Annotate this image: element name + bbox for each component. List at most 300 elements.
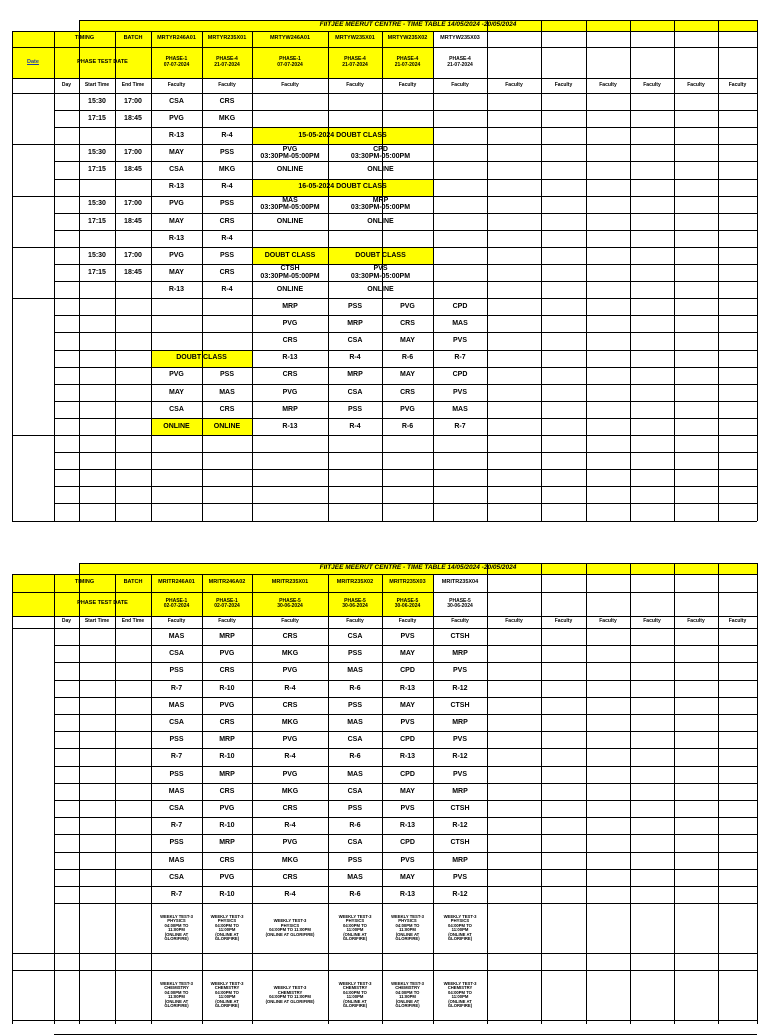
faculty-cell: MAS — [168, 856, 185, 864]
batch-code: MRTYW235X01 — [335, 35, 375, 42]
faculty-cell: CTSH — [450, 701, 470, 709]
phase-date: PHASE-1 07-07-2024 — [277, 56, 303, 68]
faculty-header: Faculty — [687, 618, 705, 625]
day-header: Day — [61, 81, 72, 88]
faculty-header: Faculty — [451, 618, 469, 625]
faculty-cell: R-4 — [221, 132, 233, 140]
faculty-cell: MRP — [452, 787, 468, 795]
faculty-cell: MKG — [218, 166, 236, 174]
faculty-cell: MAY — [400, 371, 415, 379]
faculty-cell: CSA — [347, 787, 363, 795]
grid-line — [12, 78, 757, 79]
end-time: 17:00 — [124, 251, 142, 259]
faculty-cell: MKG — [218, 114, 236, 122]
grid-line — [12, 616, 757, 617]
faculty-cell: PVG — [282, 770, 298, 778]
grid-line — [12, 47, 757, 48]
faculty-cell: CRS — [219, 718, 235, 726]
weekly-test-cell: WEEKLY TEST-3 PHYSICS 04:00PM TO 11:00PM (ONLINE AT GLORIFIRE) — [210, 913, 244, 941]
faculty-cell: R-6 — [349, 890, 361, 898]
faculty-cell: PVS — [452, 736, 467, 744]
faculty-cell: PVG — [219, 804, 235, 812]
grid-line — [630, 20, 631, 521]
grid-line — [54, 852, 757, 853]
faculty-cell: CRS — [219, 97, 235, 105]
faculty-header: Faculty — [346, 81, 364, 88]
faculty-cell: PVG — [282, 839, 298, 847]
merged-slot: PVS 03:30PM-05:00PM — [350, 265, 411, 280]
faculty-header: Faculty — [167, 618, 186, 625]
grid-line — [54, 264, 757, 265]
grid-line — [54, 367, 757, 368]
page-title: FIITJEE MEERUT CENTRE - TIME TABLE 14/05/2024 -20/05/2024 — [319, 564, 517, 572]
batch-code: MRTYW235X03 — [440, 35, 480, 42]
grid-line — [674, 20, 675, 521]
phase-test-date-label: PHASE TEST DATE — [77, 58, 128, 65]
merged-slot: ONLINE — [367, 166, 394, 174]
grid-line — [12, 298, 757, 299]
faculty-cell: CSA — [169, 718, 184, 726]
end-time: 17:00 — [124, 97, 142, 105]
faculty-header: Faculty — [505, 81, 523, 88]
grid-line — [328, 574, 329, 1024]
grid-line — [586, 20, 587, 521]
faculty-cell: PSS — [219, 149, 234, 157]
faculty-cell: CRS — [400, 388, 415, 396]
faculty-cell: MRP — [452, 856, 468, 864]
weekly-test-cell: WEEKLY TEST-3 CHEMISTRY 04:00PM TO 11:00PM (ONLINE AT GLORIFIRE) — [160, 980, 193, 1008]
weekly-test-cell: WEEKLY TEST-3 CHEMISTRY 04:00PM TO 11:00PM (ONLINE AT GLORIFIRE) — [338, 980, 372, 1008]
timetable-2 — [12, 563, 757, 1024]
faculty-cell: R-13 — [399, 890, 416, 898]
faculty-cell: PSS — [169, 736, 184, 744]
faculty-cell: CRS — [282, 371, 298, 379]
faculty-cell: PVS — [452, 388, 467, 396]
timing-label: TIMING — [74, 35, 95, 42]
faculty-cell: MRP — [219, 736, 235, 744]
grid-line — [12, 31, 757, 32]
faculty-cell: R-7 — [170, 753, 183, 761]
faculty-cell: R-12 — [452, 684, 468, 692]
faculty-cell: PVS — [400, 718, 415, 726]
faculty-cell: R-10 — [219, 822, 235, 830]
faculty-cell: PVS — [400, 804, 415, 812]
merged-slot: ONLINE — [367, 285, 394, 293]
faculty-cell: R-7 — [170, 890, 183, 898]
grid-line — [54, 748, 757, 749]
weekly-test-cell: WEEKLY TEST-3 CHEMISTRY 04:00PM TO 11:00PM (ONLINE AT GLORIFIRE) — [391, 980, 424, 1008]
grid-line — [115, 31, 116, 521]
grid-line — [12, 521, 757, 522]
grid-line — [54, 834, 757, 835]
grid-line — [12, 31, 13, 521]
grid-line — [54, 783, 757, 784]
merged-slot: ONLINE — [276, 217, 304, 225]
faculty-cell: PVS — [452, 873, 467, 881]
start-time: 17:15 — [88, 217, 106, 225]
faculty-cell: PSS — [169, 839, 184, 847]
grid-line — [54, 127, 757, 128]
grid-line — [151, 574, 152, 1024]
faculty-cell: R-4 — [349, 354, 361, 362]
faculty-cell: MAS — [452, 320, 468, 328]
merged-slot: DOUBT CLASS — [355, 251, 406, 259]
faculty-header: Faculty — [643, 618, 661, 625]
faculty-cell: PVS — [452, 667, 467, 675]
faculty-cell: PVG — [219, 873, 235, 881]
batch-code: MRTYR246A01 — [157, 35, 196, 42]
grid-line — [718, 20, 719, 521]
phase-date: PHASE-5 30-06-2024 — [342, 597, 368, 609]
grid-line — [54, 800, 757, 801]
faculty-cell: PVG — [282, 736, 298, 744]
weekly-test-cell: WEEKLY TEST-3 PHYSICS 04:00PM TO 11:00PM (ONLINE AT GLORIFIRE) — [391, 913, 424, 941]
faculty-cell: MKG — [281, 718, 299, 726]
grid-line — [54, 697, 757, 698]
grid-line — [54, 401, 757, 402]
faculty-cell: CRS — [282, 804, 298, 812]
faculty-cell: R-6 — [349, 684, 361, 692]
page-title: FIITJEE MEERUT CENTRE - TIME TABLE 14/05/2024 -20/05/2024 — [319, 21, 517, 29]
faculty-cell: CRS — [282, 873, 298, 881]
grid-line — [54, 469, 757, 470]
start-time: 15:30 — [88, 97, 106, 105]
grid-line — [757, 563, 758, 1024]
grid-line — [54, 731, 757, 732]
grid-line — [79, 20, 80, 521]
faculty-cell: PVG — [219, 701, 235, 709]
grid-line — [328, 31, 329, 521]
batch-code: MRTYR235X01 — [207, 35, 247, 42]
end-time: 18:45 — [124, 114, 142, 122]
grid-line — [541, 20, 542, 521]
phase-date: PHASE-1 02-07-2024 — [214, 597, 240, 609]
grid-line — [433, 574, 434, 1024]
faculty-cell: CSA — [169, 804, 184, 812]
faculty-cell: PVG — [169, 371, 184, 379]
grid-line — [252, 574, 253, 1024]
batch-label: BATCH — [123, 579, 143, 586]
faculty-cell: CTSH — [450, 804, 470, 812]
grid-line — [630, 563, 631, 1024]
grid-line — [54, 161, 757, 162]
faculty-cell: CPD — [452, 371, 468, 379]
grid-line — [718, 563, 719, 1024]
grid-line — [12, 144, 757, 145]
faculty-cell: CPD — [452, 303, 468, 311]
faculty-cell: PVG — [169, 114, 184, 122]
grid-line — [54, 350, 757, 351]
faculty-header: Faculty — [687, 81, 705, 88]
faculty-cell: MAY — [400, 787, 415, 795]
grid-line — [252, 31, 253, 521]
grid-line — [487, 20, 488, 521]
faculty-cell: CSA — [347, 839, 363, 847]
phase-date: PHASE-4 21-07-2024 — [342, 56, 368, 68]
faculty-cell: R-13 — [399, 684, 416, 692]
grid-line — [757, 20, 758, 521]
batch-code: MRITR246A01 — [158, 579, 195, 586]
grid-line — [79, 563, 757, 564]
grid-line — [54, 680, 757, 681]
faculty-cell: CRS — [219, 667, 235, 675]
faculty-cell: R-10 — [219, 684, 235, 692]
start-time: 17:15 — [88, 166, 106, 174]
timing-label: TIMING — [74, 579, 95, 586]
start-time: 17:15 — [88, 114, 106, 122]
faculty-cell: CPD — [400, 770, 415, 778]
grid-line — [54, 213, 757, 214]
grid-line — [12, 93, 757, 94]
faculty-cell: MAY — [169, 149, 184, 157]
grid-line — [54, 869, 757, 870]
grid-line — [54, 486, 757, 487]
grid-line — [54, 714, 757, 715]
faculty-cell: PSS — [347, 701, 362, 709]
faculty-cell: PVG — [169, 200, 184, 208]
phase-date: PHASE-4 21-07-2024 — [214, 56, 240, 68]
faculty-cell: CSA — [169, 873, 184, 881]
grid-line — [202, 574, 203, 1024]
grid-line — [541, 563, 542, 1024]
faculty-cell: CRS — [282, 701, 298, 709]
start-time: 17:15 — [88, 268, 106, 276]
grid-line — [54, 645, 757, 646]
faculty-cell: PVG — [219, 650, 235, 658]
faculty-cell: R-7 — [170, 684, 183, 692]
phase-test-date-label: PHASE TEST DATE — [77, 600, 128, 607]
faculty-cell: MRP — [219, 839, 235, 847]
faculty-cell: MAS — [219, 388, 235, 396]
faculty-cell: PSS — [219, 200, 234, 208]
merged-slot: CTSH 03:30PM-05:00PM — [260, 265, 320, 280]
faculty-cell: R-13 — [168, 183, 185, 191]
start-time: 15:30 — [88, 200, 106, 208]
faculty-cell: R-6 — [401, 422, 414, 430]
faculty-cell: PSS — [347, 650, 362, 658]
phase-date: PHASE-1 07-07-2024 — [163, 56, 190, 68]
faculty-cell: PSS — [347, 856, 362, 864]
faculty-cell: PSS — [347, 804, 362, 812]
end-time: 17:00 — [124, 149, 142, 157]
grid-line — [54, 31, 55, 521]
faculty-cell: R-4 — [221, 285, 233, 293]
faculty-cell: MAS — [452, 405, 468, 413]
batch-code: MRITR235X01 — [271, 579, 309, 586]
phase-date: PHASE-5 30-06-2024 — [394, 597, 421, 609]
faculty-cell: R-13 — [399, 753, 416, 761]
grid-line — [12, 574, 757, 575]
faculty-cell: MRP — [282, 303, 298, 311]
day-header: Day — [61, 618, 72, 625]
faculty-cell: MAY — [400, 650, 415, 658]
end-time: 18:45 — [124, 217, 142, 225]
grid-line — [54, 315, 757, 316]
faculty-cell: PVG — [169, 251, 184, 259]
phase-date: PHASE-5 30-06-2024 — [447, 597, 473, 609]
faculty-cell: CSA — [347, 632, 363, 640]
faculty-cell: MKG — [281, 856, 299, 864]
faculty-header: Faculty — [599, 618, 617, 625]
faculty-header: Faculty — [218, 81, 236, 88]
faculty-cell: CSA — [169, 166, 184, 174]
grid-line — [115, 574, 116, 1024]
faculty-cell: MAS — [347, 770, 363, 778]
batch-code: MRITR235X03 — [389, 579, 426, 586]
faculty-header: Faculty — [281, 81, 299, 88]
phase-date: PHASE-4 21-07-2024 — [394, 56, 421, 68]
faculty-cell: R-13 — [399, 822, 416, 830]
grid-line — [12, 247, 757, 248]
faculty-cell: MAY — [400, 701, 415, 709]
faculty-cell: PVS — [400, 856, 415, 864]
date-label: Date — [27, 58, 39, 65]
grid-line — [12, 592, 757, 593]
faculty-cell: MAY — [400, 337, 415, 345]
faculty-cell: CPD — [400, 839, 415, 847]
faculty-cell: PVG — [282, 388, 298, 396]
faculty-cell: PVG — [282, 320, 298, 328]
faculty-cell: R-6 — [349, 822, 361, 830]
faculty-cell: CRS — [219, 268, 235, 276]
faculty-cell: R-7 — [454, 422, 466, 430]
faculty-cell: R-4 — [221, 234, 233, 242]
grid-line — [12, 1020, 757, 1021]
faculty-cell: CSA — [169, 650, 184, 658]
faculty-cell: R-13 — [168, 285, 185, 293]
faculty-header: Faculty — [218, 618, 236, 625]
end-time-header: End Time — [121, 81, 145, 88]
faculty-cell: PSS — [169, 667, 184, 675]
faculty-cell: MRP — [282, 405, 298, 413]
faculty-cell: CPD — [400, 736, 415, 744]
weekly-test-cell: WEEKLY TEST-3 PHYSICS 04:00PM TO 11:00PM (ONLINE AT GLORIFIRE) — [338, 913, 372, 941]
faculty-cell: PSS — [347, 303, 362, 311]
faculty-cell: PSS — [169, 770, 184, 778]
merged-slot: ONLINE — [367, 217, 394, 225]
end-time: 18:45 — [124, 268, 142, 276]
weekly-test-cell: WEEKLY TEST-3 CHEMISTRY 04:00PM TO 11:00PM (ONLINE AT GLORIFIRE) — [443, 980, 477, 1008]
end-time-header: End Time — [121, 618, 145, 625]
grid-line — [202, 31, 203, 521]
faculty-cell: MAS — [347, 873, 363, 881]
phase-date: PHASE-4 21-07-2024 — [447, 56, 473, 68]
weekly-test-cell: WEEKLY TEST-3 PHYSICS 04:00PM TO 11:00PM (ONLINE AT GLORIFIRE) — [265, 918, 315, 937]
grid-line — [79, 20, 757, 21]
end-time: 18:45 — [124, 166, 142, 174]
faculty-header: Faculty — [599, 81, 617, 88]
doubt-class-banner: 16-05-2024 DOUBT CLASS — [298, 183, 387, 191]
faculty-cell: MAS — [168, 632, 185, 640]
grid-line — [12, 435, 757, 436]
faculty-cell: ONLINE — [163, 422, 190, 430]
weekly-test-cell: WEEKLY TEST-3 CHEMISTRY 04:00PM TO 11:00PM (ONLINE AT GLORIFIRE) — [265, 985, 315, 1004]
faculty-cell: PVS — [400, 632, 415, 640]
batch-label: BATCH — [123, 35, 143, 42]
faculty-cell: CSA — [347, 388, 363, 396]
grid-line — [54, 332, 757, 333]
faculty-cell: R-4 — [221, 183, 233, 191]
grid-line — [382, 31, 383, 521]
start-time-header: Start Time — [84, 81, 110, 88]
faculty-cell: MAY — [169, 217, 184, 225]
grid-line — [12, 628, 757, 629]
faculty-cell: PVG — [282, 667, 298, 675]
faculty-cell: R-12 — [452, 890, 468, 898]
faculty-header: Faculty — [167, 81, 186, 88]
start-time-header: Start Time — [84, 618, 110, 625]
faculty-cell: MAY — [169, 388, 184, 396]
faculty-cell: MRP — [452, 650, 468, 658]
faculty-cell: MAS — [347, 718, 363, 726]
timetable-1 — [12, 20, 757, 520]
batch-code: MRTYW246A01 — [269, 35, 311, 42]
grid-line — [151, 31, 152, 521]
faculty-cell: R-4 — [284, 684, 296, 692]
grid-line — [54, 503, 757, 504]
grid-line — [12, 196, 757, 197]
faculty-cell: PVS — [452, 770, 467, 778]
merged-slot: DOUBT CLASS — [264, 251, 316, 259]
grid-line — [54, 179, 757, 180]
faculty-header: Faculty — [728, 81, 747, 88]
batch-code: MRITR235X04 — [441, 579, 479, 586]
merged-slot: ONLINE — [276, 285, 304, 293]
faculty-cell: R-12 — [452, 822, 468, 830]
faculty-cell: ONLINE — [213, 422, 241, 430]
merged-slot: PVG 03:30PM-05:00PM — [260, 145, 320, 160]
faculty-cell: MRP — [219, 632, 235, 640]
grid-line — [54, 662, 757, 663]
faculty-cell: CRS — [219, 405, 235, 413]
faculty-cell: MAS — [168, 787, 185, 795]
faculty-cell: MKG — [281, 650, 299, 658]
faculty-cell: MRP — [219, 770, 235, 778]
grid-line — [54, 766, 757, 767]
grid-line — [54, 886, 757, 887]
grid-line — [12, 970, 757, 971]
faculty-cell: MAY — [400, 873, 415, 881]
faculty-cell: CRS — [400, 320, 415, 328]
faculty-cell: R-10 — [219, 890, 235, 898]
grid-line — [79, 563, 80, 1024]
faculty-header: Faculty — [451, 81, 469, 88]
faculty-cell: R-4 — [284, 890, 296, 898]
faculty-cell: R-7 — [454, 354, 466, 362]
faculty-cell: CRS — [282, 337, 298, 345]
faculty-header: Faculty — [505, 618, 523, 625]
grid-line — [12, 574, 13, 1024]
faculty-cell: R-13 — [282, 354, 298, 362]
grid-line — [54, 230, 757, 231]
grid-line — [382, 574, 383, 1024]
doubt-class-banner: DOUBT CLASS — [176, 354, 227, 362]
grid-line — [54, 452, 757, 453]
faculty-header: Faculty — [643, 81, 661, 88]
faculty-cell: CSA — [347, 736, 363, 744]
grid-line — [54, 817, 757, 818]
faculty-cell: MAY — [169, 268, 184, 276]
faculty-cell: R-6 — [349, 753, 361, 761]
faculty-cell: PSS — [219, 251, 234, 259]
merged-slot: MRP 03:30PM-05:00PM — [350, 196, 411, 212]
start-time: 15:30 — [88, 149, 106, 157]
faculty-cell: CTSH — [450, 839, 470, 847]
faculty-cell: CTSH — [450, 632, 470, 640]
faculty-cell: R-7 — [170, 822, 183, 830]
end-time: 17:00 — [124, 200, 142, 208]
batch-code: MRITR246A02 — [208, 579, 246, 586]
